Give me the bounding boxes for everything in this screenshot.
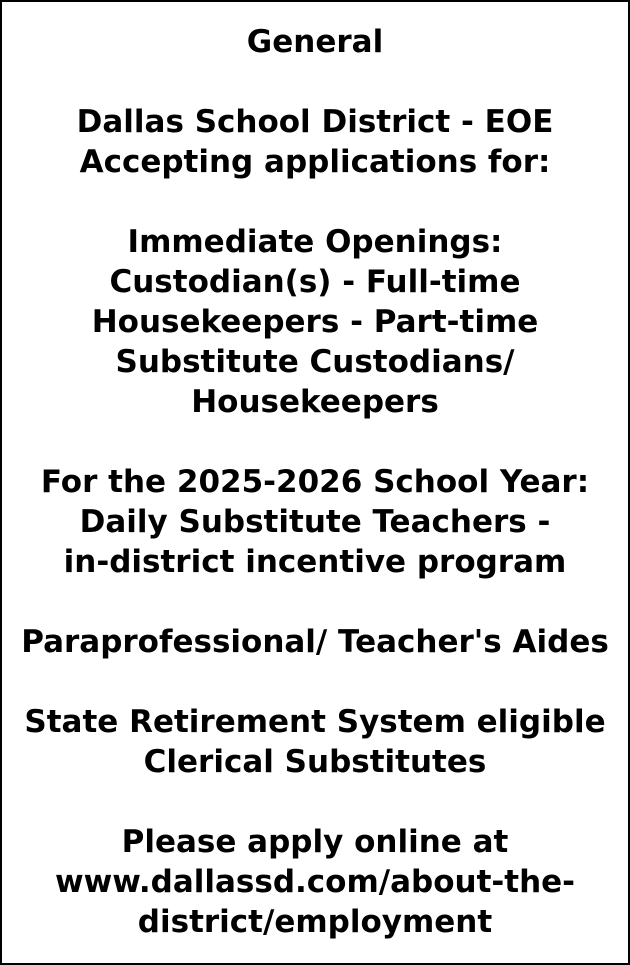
school-year-line: Daily Substitute Teachers - (79, 504, 551, 540)
spacer (2, 782, 628, 822)
spacer (2, 422, 628, 462)
opening-line: Housekeepers (191, 384, 439, 420)
employer-name: Dallas School District - EOE (76, 104, 554, 140)
school-year-line: in-district incentive program (63, 544, 567, 580)
intro-text: Accepting applications for: (79, 144, 551, 180)
opening-line: Housekeepers - Part-time (91, 304, 539, 340)
school-year-title: For the 2025-2026 School Year: (40, 464, 590, 500)
clerical-line: State Retirement System eligible (24, 704, 606, 740)
opening-line: Substitute Custodians/ (115, 344, 515, 380)
apply-url-line: www.dallassd.com/about-the- (54, 864, 576, 900)
opening-line: Custodian(s) - Full-time (109, 264, 521, 300)
apply-line: Please apply online at (121, 824, 509, 860)
clerical-line: Clerical Substitutes (143, 744, 487, 780)
ad-heading: General (246, 24, 384, 60)
spacer (2, 182, 628, 222)
spacer (2, 62, 628, 102)
spacer (2, 582, 628, 622)
immediate-openings-title: Immediate Openings: (127, 224, 503, 260)
spacer (2, 662, 628, 702)
paraprofessional-line: Paraprofessional/ Teacher's Aides (21, 624, 609, 660)
apply-url-line: district/employment (137, 904, 493, 940)
